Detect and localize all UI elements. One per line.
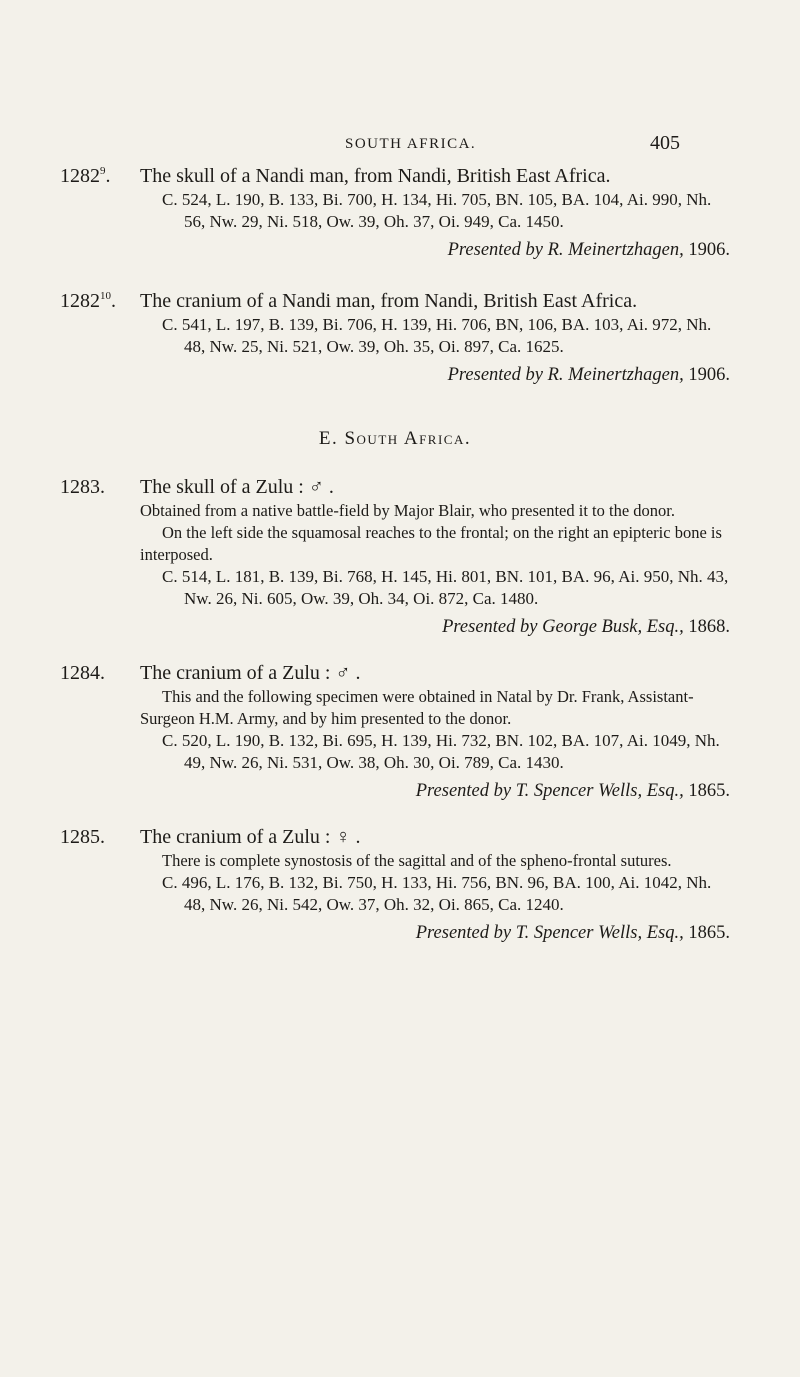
- entry-note: There is complete synostosis of the sagittal and of the spheno-frontal sutures.: [162, 851, 672, 870]
- entry-description: The cranium of a Zulu : ♀ .: [140, 826, 361, 848]
- entry-description: The cranium of a Zulu : ♂ .: [140, 662, 361, 684]
- measurements: C. 541, L. 197, B. 139, Bi. 706, H. 139, Hi. 706, BN, 106, BA. 103, Ai. 972, Nh. 48, Nw. 25, Ni. 521, Ow. 39, Oh. 35, Oi. 897, Ca. 1625.: [162, 315, 712, 356]
- presented-by: Presented by George Busk, Esq., 1868.: [442, 617, 730, 637]
- measurements: C. 524, L. 190, B. 133, Bi. 700, H. 134, Hi. 705, BN. 105, BA. 104, Ai. 990, Nh. 56, Nw. 29, Ni. 518, Ow. 39, Oh. 37, Oi. 949, Ca. 1450.: [162, 190, 712, 231]
- entry-title: [60, 474, 730, 500]
- entry-description: The cranium of a Nandi man, from Nandi, British East Africa.: [140, 290, 638, 312]
- presented-by: Presented by R. Meinertzhagen, 1906.: [447, 365, 730, 385]
- presented-by: Presented by T. Spencer Wells, Esq., 1865.: [415, 781, 730, 801]
- entry-number: 1282$^9$.: [60, 165, 111, 187]
- entry-note: This and the following specimen were obtained in Natal by Dr. Frank, Assistant-Surgeon H.M. Army, and by him presented to the donor.: [140, 687, 694, 728]
- entry-note: On the left side the squamosal reaches to the frontal; on the right an epipteric bone is interposed.: [140, 523, 722, 564]
- catalogue-entry: [60, 824, 730, 946]
- presented-by: Presented by T. Spencer Wells, Esq., 1865.: [415, 923, 730, 943]
- catalogue-entry: [60, 660, 730, 804]
- entry-number: 1285.: [60, 826, 105, 848]
- page-number: 405: [650, 132, 680, 154]
- catalogue-entry: [60, 158, 730, 263]
- entry-title: [60, 660, 730, 686]
- entry-title: [60, 824, 730, 850]
- entry-description: The skull of a Zulu : ♂ .: [140, 476, 334, 498]
- measurements: C. 520, L. 190, B. 132, Bi. 695, H. 139, Hi. 732, BN. 102, BA. 107, Ai. 1049, Nh. 49, Nw. 26, Ni. 531, Ow. 38, Oh. 30, Oi. 789, Ca. 1430.: [162, 731, 720, 772]
- catalogue-entry: [60, 474, 730, 640]
- catalogue-content: [60, 158, 730, 966]
- entry-title: [60, 283, 730, 314]
- measurements: C. 514, L. 181, B. 139, Bi. 768, H. 145, Hi. 801, BN. 101, BA. 96, Ai. 950, Nh. 43, Nw. 26, Ni. 605, Ow. 39, Oh. 34, Oi. 872, Ca. 1480.: [162, 567, 729, 608]
- entry-number: 1282$^{10}$.: [60, 290, 116, 312]
- catalogue-entry: [60, 283, 730, 388]
- entry-note: Obtained from a native battle-field by Major Blair, who presented it to the donor.: [140, 501, 675, 520]
- entry-title: [60, 158, 730, 189]
- running-head: SOUTH AFRICA.: [345, 136, 477, 152]
- presented-by: Presented by R. Meinertzhagen, 1906.: [447, 240, 730, 260]
- entry-number: 1284.: [60, 662, 105, 684]
- entry-number: 1283.: [60, 476, 105, 498]
- entry-description: The skull of a Nandi man, from Nandi, British East Africa.: [140, 165, 611, 187]
- section-heading: E. South Africa.: [318, 428, 472, 449]
- measurements: C. 496, L. 176, B. 132, Bi. 750, H. 133, Hi. 756, BN. 96, BA. 100, Ai. 1042, Nh. 48, Nw. 26, Ni. 542, Ow. 37, Oh. 32, Oi. 865, Ca. 1240.: [162, 873, 712, 914]
